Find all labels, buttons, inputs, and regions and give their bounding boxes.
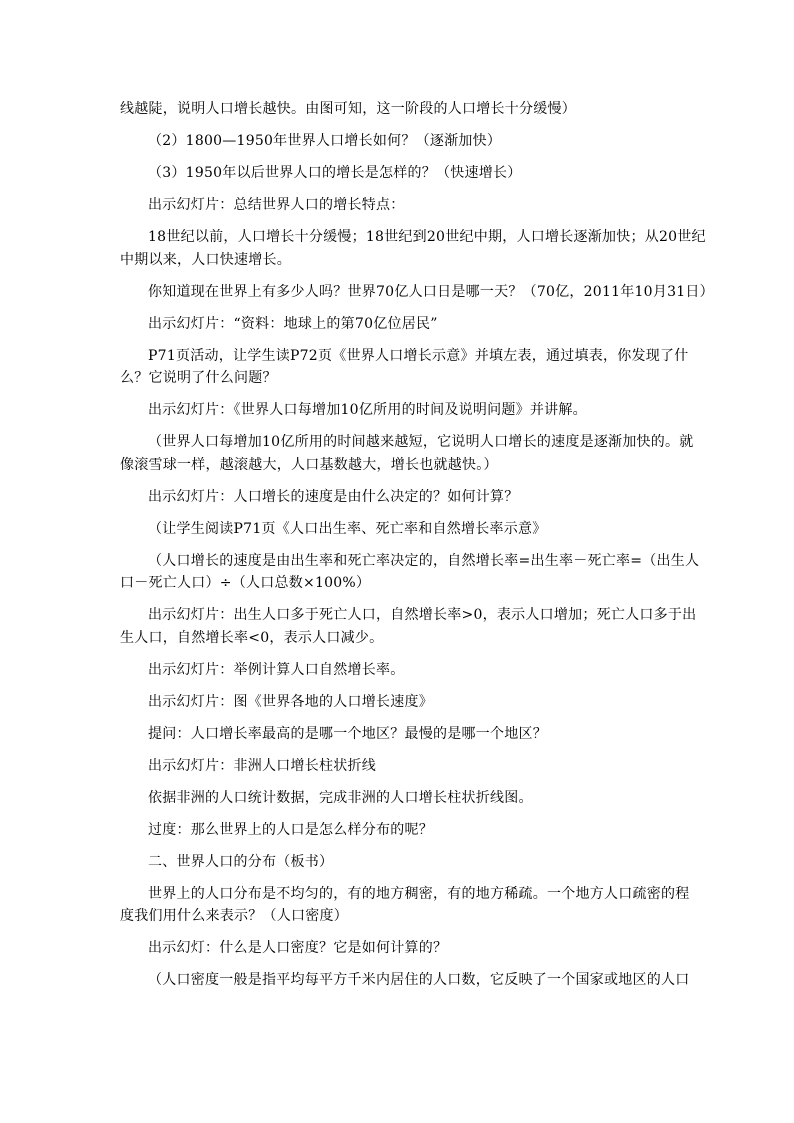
text-line-slide-rate: 出示幻灯片：出生人口多于死亡人口，自然增长率>0，表示人口增加；死亡人口多于出	[148, 607, 697, 623]
section-heading-distribution: 二、世界人口的分布（板书）	[148, 853, 334, 870]
text-line-density-definition: （人口密度一般是指平均每平方千米内居住的人口数，它反映了一个国家或地区的人口	[148, 972, 690, 988]
text-line-africa-task: 依据非洲的人口统计数据，完成非洲的人口增长柱状折线图。	[148, 789, 533, 806]
text-line-question-2: （2）1800—1950年世界人口增长如何？（逐渐加快）	[148, 133, 502, 149]
document-body	[120, 98, 714, 992]
text-line-question-region: 提问：人口增长率最高的是哪一个地区？最慢的是哪一个地区？	[148, 725, 547, 742]
text-line-slide-time: 出示幻灯片：《世界人口每增加10亿所用的时间及说明问题》并讲解。	[148, 402, 587, 418]
text-line-growth-features-cont: 中期以来，人口快速增长。	[120, 251, 291, 268]
text-line-activity: P71页活动，让学生读P72页《世界人口增长示意》并填左表，通过填表，你发现了什	[148, 347, 689, 364]
text-line-formula: （人口增长的速度是由出生率和死亡率决定的，自然增长率=出生率－死亡率=（出生人	[148, 552, 700, 569]
text-line-transition: 过度：那么世界上的人口是怎么样分布的呢？	[148, 821, 433, 838]
text-line-explanation-cont: 像滚雪球一样，越滚越大，人口基数越大，增长也就越快。）	[120, 456, 498, 473]
text-line-slide-figure: 出示幻灯片：图《世界各地的人口增长速度》	[148, 693, 433, 710]
text-line-explanation: （世界人口每增加10亿所用的时间越来越短，它说明人口增长的速度是逐渐加快的。就	[148, 434, 694, 450]
text-line-growth-features: 18世纪以前，人口增长十分缓慢；18世纪到20世纪中期，人口增长逐渐加快；从20世纪	[148, 229, 706, 245]
text-line-slide-africa: 出示幻灯片：非洲人口增长柱状折线	[148, 757, 376, 774]
text-line-slide-speed: 出示幻灯片：人口增长的速度是由什么决定的？如何计算？	[148, 488, 519, 505]
text-line-slide-rate-cont: 生人口，自然增长率<0，表示人口减少。	[120, 629, 384, 646]
text-line-distribution: 世界上的人口分布是不均匀的，有的地方稠密，有的地方稀疏。一个地方人口疏密的程	[148, 885, 690, 902]
text-line-continuation: 线越陡，说明人口增长越快。由图可知，这一阶段的人口增长十分缓慢）	[120, 101, 576, 117]
text-line-slide-density: 出示幻灯：什么是人口密度？它是如何计算的？	[148, 940, 448, 956]
text-line-population-question: 你知道现在世界上有多少人吗？世界70亿人口日是哪一天？（70亿，2011年10月31日）	[148, 283, 714, 300]
text-line-distribution-cont: 度我们用什么来表示？（人口密度）	[120, 908, 348, 924]
text-line-slide-summary: 出示幻灯片：总结世界人口的增长特点：	[148, 197, 405, 213]
text-line-reading: （让学生阅读P71页《人口出生率、死亡率和自然增长率示意》	[148, 520, 547, 537]
text-line-activity-cont: 么？它说明了什么问题？	[120, 370, 277, 386]
text-line-formula-cont: 口－死亡人口）÷（人口总数×100%）	[120, 575, 371, 591]
text-line-slide-resource: 出示幻灯片：“资料：地球上的第70亿位居民”	[148, 315, 438, 332]
text-line-question-3: （3）1950年以后世界人口的增长是怎样的？（快速增长）	[148, 165, 522, 181]
text-line-slide-example: 出示幻灯片：举例计算人口自然增长率。	[148, 661, 405, 678]
